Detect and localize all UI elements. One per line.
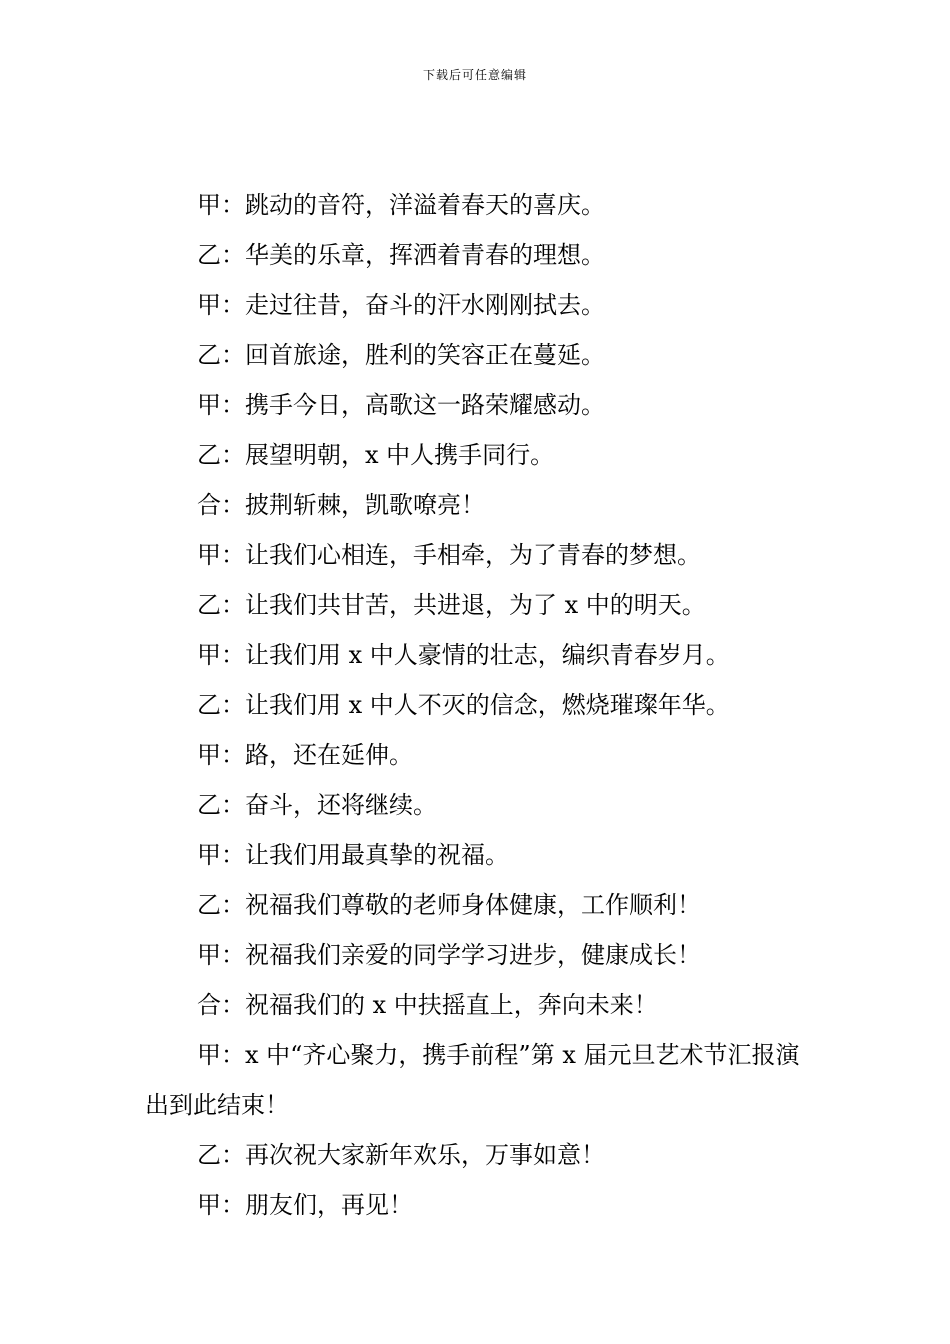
header-note: 下载后可任意编辑 (422, 68, 527, 82)
dialogue-line: 合：祝福我们的 x 中扶摇直上，奔向未来！ (197, 991, 658, 1019)
dialogue-line: 甲：让我们用 x 中人豪情的壮志，编织青春岁月。 (197, 641, 730, 669)
dialogue-line: 甲：路，还在延伸。 (197, 741, 413, 769)
dialogue-line: 乙：祝福我们尊敬的老师身体健康，工作顺利！ (197, 891, 701, 919)
dialogue-line: 甲：跳动的音符，洋溢着春天的喜庆。 (197, 191, 605, 219)
dialogue-line: 甲：让我们用最真挚的祝福。 (197, 841, 509, 869)
dialogue-line: 乙：华美的乐章，挥洒着青春的理想。 (197, 241, 605, 269)
dialogue-line: 甲：祝福我们亲爱的同学学习进步，健康成长！ (197, 941, 701, 969)
dialogue-line: 乙：让我们共甘苦，共进退，为了 x 中的明天。 (197, 591, 706, 619)
dialogue-line: 合：披荆斩棘，凯歌嘹亮！ (197, 491, 485, 519)
dialogue-script (145, 180, 810, 1230)
dialogue-line: 乙：再次祝大家新年欢乐，万事如意！ (197, 1141, 605, 1169)
dialogue-line: 乙：回首旅途，胜利的笑容正在蔓延。 (197, 341, 605, 369)
dialogue-line: 甲：让我们心相连，手相牵，为了青春的梦想。 (197, 541, 701, 569)
dialogue-line: 甲：朋友们，再见！ (197, 1191, 413, 1219)
dialogue-line: 乙：奋斗，还将继续。 (197, 791, 437, 819)
dialogue-line: 甲：x 中“齐心聚力，携手前程”第 x 届元旦艺术节汇报演出到此结束！ (145, 1041, 800, 1119)
dialogue-line: 甲：走过往昔，奋斗的汗水刚刚拭去。 (197, 291, 605, 319)
dialogue-line: 乙：让我们用 x 中人不灭的信念，燃烧璀璨年华。 (197, 691, 730, 719)
dialogue-line: 甲：携手今日，高歌这一路荣耀感动。 (197, 391, 605, 419)
dialogue-line: 乙：展望明朝，x 中人携手同行。 (197, 441, 555, 469)
